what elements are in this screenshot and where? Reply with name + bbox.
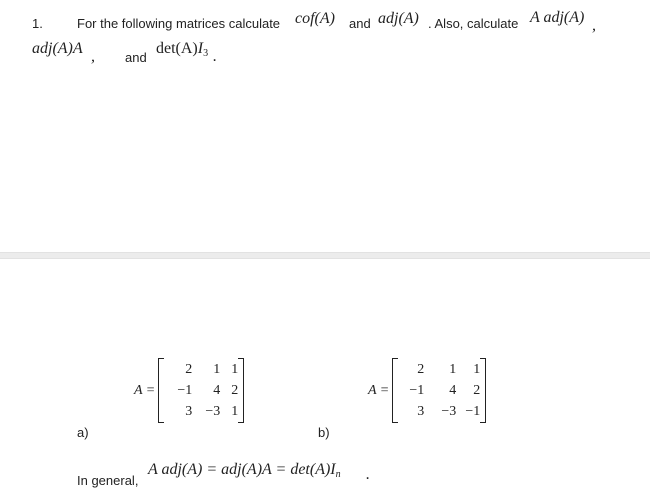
and-text-2: and: [125, 50, 147, 65]
adj-expression: adj(A): [378, 10, 419, 27]
part-b-label: b): [318, 425, 330, 440]
det-identity-subscript: 3: [203, 48, 209, 59]
part-b-equation: [368, 358, 486, 423]
matrix-cell: 1: [213, 362, 221, 377]
general-expr-text: A adj(A) = adj(A)A = det(A): [148, 461, 331, 478]
matrix-cell: −3: [441, 404, 457, 419]
section-divider: [0, 252, 650, 259]
matrix-cell: 3: [185, 404, 193, 419]
matrix-cell: −1: [177, 383, 193, 398]
a-adj-expression: A adj(A): [530, 9, 585, 26]
matrix-cell: 1: [449, 362, 457, 377]
det-text: det(A): [156, 40, 198, 57]
part-b-matrix: [392, 358, 486, 423]
general-identity-expression: [148, 461, 341, 480]
matrix-cell: 2: [417, 362, 425, 377]
matrix-cell: −1: [409, 383, 425, 398]
part-b-lhs: A =: [368, 382, 390, 398]
part-a-lhs: A =: [134, 382, 156, 398]
matrix-cell: 4: [449, 383, 457, 398]
matrix-cell: 1: [473, 362, 481, 377]
det-expression: [156, 40, 208, 59]
matrix-cell: 1: [231, 362, 239, 377]
problem-number: 1.: [32, 16, 43, 31]
part-a-equation: [134, 358, 244, 423]
comma-2: ,: [91, 48, 95, 65]
period-1: .: [213, 48, 217, 65]
period-2: .: [366, 466, 370, 483]
matrix-cell: −1: [465, 404, 481, 419]
matrix-cell: 1: [231, 404, 239, 419]
also-calculate-text: . Also, calculate: [428, 16, 519, 31]
matrix-cell: 2: [231, 383, 239, 398]
part-a-matrix: [158, 358, 244, 423]
matrix-cell: 2: [473, 383, 481, 398]
cof-expression: cof(A): [295, 10, 335, 27]
part-a-label: a): [77, 425, 89, 440]
matrix-cell: 3: [417, 404, 425, 419]
general-identity-subscript: n: [335, 469, 341, 480]
matrix-cell: 4: [213, 383, 221, 398]
comma-1: ,: [592, 17, 596, 34]
adj-a-expression: adj(A)A: [32, 40, 83, 57]
general-identity: I: [330, 461, 336, 478]
problem-intro-text: For the following matrices calculate: [77, 16, 281, 31]
and-text-1: and: [349, 16, 371, 31]
matrix-cell: −3: [205, 404, 221, 419]
det-identity: I: [197, 40, 204, 57]
in-general-label: In general,: [77, 473, 139, 488]
matrix-cell: 2: [185, 362, 193, 377]
